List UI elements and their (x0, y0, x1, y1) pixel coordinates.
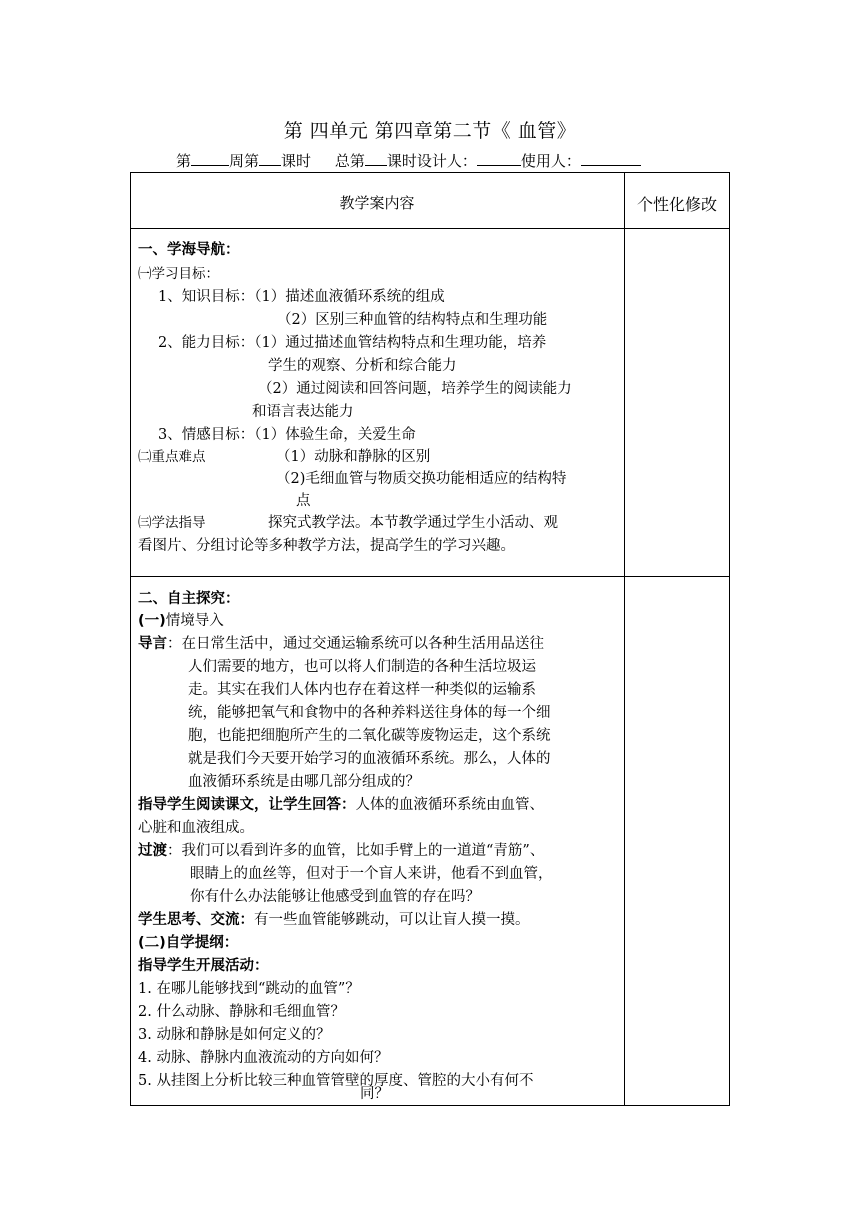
question-5-cont: 同？ (360, 1086, 389, 1102)
learning-goals-label: ㈠学习目标： (138, 266, 219, 282)
lesson-blank (259, 151, 281, 166)
designer-blank (477, 151, 521, 166)
intro-paragraph-line-1: 导言：在日常生活中，通过交通运输系统可以各种生活用品送往 (138, 636, 544, 652)
key-points-label: ㈡重点难点 (138, 449, 206, 465)
content-column-header: 教学案内容 (339, 194, 415, 212)
intro-paragraph-line-7: 血液循环系统是由哪几部分组成的？ (188, 774, 420, 790)
method-label: ㈢学法指导 (138, 515, 206, 531)
section-row-divider (130, 576, 730, 577)
key-point-2-cont: 点 (296, 493, 311, 509)
week-blank (191, 151, 229, 166)
reading-guide-line-2: 心脏和血液组成。 (138, 820, 254, 836)
activity-guide-heading: 指导学生开展活动： (138, 958, 269, 974)
reading-guide-line-1: 指导学生阅读课文，让学生回答：人体的血液循环系统由血管、 (138, 797, 544, 813)
key-point-1: （1）动脉和静脉的区别 (276, 449, 431, 465)
ability-goal-1: 2、能力目标：（1）通过描述血管结构特点和生理功能，培养 (158, 335, 547, 351)
intro-paragraph-line-4: 统，能够把氧气和食物中的各种养料送往身体的每一个细 (188, 705, 551, 721)
section2-heading: 二、自主探究： (138, 591, 240, 607)
transition-line-2: 眼睛上的血丝等，但对于一个盲人来讲，他看不到血管， (190, 866, 553, 882)
intro-paragraph-line-5: 胞，也能把细胞所产生的二氧化碳等废物运走，这个系统 (188, 728, 551, 744)
total-lesson-blank (365, 151, 387, 166)
transition-line-1: 过渡：我们可以看到许多的血管，比如手臂上的一道道“青筋”、 (138, 843, 545, 859)
user-blank (581, 151, 641, 166)
transition-line-3: 你有什么办法能够让他感受到血管的存在吗？ (190, 889, 480, 905)
self-study-heading: (二)自学提纲： (138, 935, 239, 951)
ability-goal-2: （2）通过阅读和回答问题，培养学生的阅读能力 (258, 381, 572, 397)
section1-heading: 一、学海导航： (138, 242, 240, 258)
question-3: 3. 动脉和静脉是如何定义的？ (138, 1027, 331, 1043)
knowledge-goal-2: （2）区别三种血管的结构特点和生理功能 (277, 312, 548, 328)
document-title: 第 四单元 第四章第二节《 血管》 (283, 120, 577, 142)
header-row-divider (130, 228, 730, 229)
question-2: 2. 什么动脉、静脉和毛细血管？ (138, 1004, 345, 1020)
ability-goal-1-cont: 学生的观察、分析和综合能力 (268, 358, 457, 374)
method-text: 探究式教学法。本节教学通过学生小活动、观 (268, 515, 558, 531)
revision-column-header: 个性化修改 (636, 195, 717, 214)
column-divider (624, 172, 625, 1106)
knowledge-goal-1: 1、知识目标：（1）描述血液循环系统的组成 (158, 289, 445, 305)
lesson-meta-line: 第 周第 课时 总第 课时设计人： 使用人： (176, 150, 641, 171)
emotion-goal: 3、情感目标：（1）体验生命，关爱生命 (158, 427, 416, 443)
key-point-2: （2)毛细血管与物质交换功能相适应的结构特 (276, 471, 567, 487)
intro-paragraph-line-2: 人们需要的地方，也可以将人们制造的各种生活垃圾运 (188, 659, 536, 675)
ability-goal-2-cont: 和语言表达能力 (252, 404, 354, 420)
question-5: 5. 从挂图上分析比较三种血管管壁的厚度、管腔的大小有何不 (138, 1073, 534, 1089)
question-4: 4. 动脉、静脉内血液流动的方向如何？ (138, 1050, 389, 1066)
intro-paragraph-line-3: 走。其实在我们人体内也存在着这样一种类似的运输系 (188, 682, 536, 698)
method-text-cont: 看图片、分组讨论等多种教学方法，提高学生的学习兴趣。 (138, 538, 515, 554)
question-1: 1. 在哪儿能够找到“跳动的血管”？ (138, 981, 360, 997)
student-discussion-line: 学生思考、交流：有一些血管能够跳动，可以让盲人摸一摸。 (138, 912, 530, 928)
scenario-intro-heading: (一)情境导入 (138, 613, 224, 629)
intro-paragraph-line-6: 就是我们今天要开始学习的血液循环系统。那么，人体的 (188, 751, 551, 767)
